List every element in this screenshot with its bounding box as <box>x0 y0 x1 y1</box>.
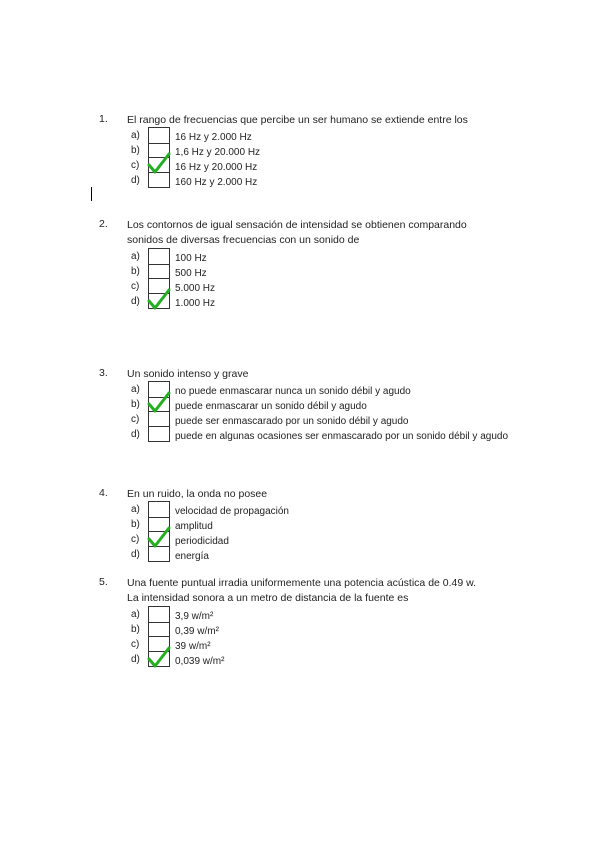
option-d[interactable] <box>0 428 600 443</box>
question-number: 3. <box>99 367 108 379</box>
option-letter: a) <box>131 130 140 141</box>
answer-checkbox[interactable] <box>148 172 170 188</box>
option-letter: a) <box>131 251 140 262</box>
option-letter: b) <box>131 266 140 277</box>
option-d[interactable] <box>0 548 600 563</box>
option-text: no puede enmascarar nunca un sonido débil y agudo <box>175 386 411 397</box>
answer-checkbox[interactable] <box>148 426 170 442</box>
question-number: 5. <box>99 576 108 588</box>
option-letter: b) <box>131 519 140 530</box>
option-letter: c) <box>131 414 140 425</box>
question-number: 2. <box>99 218 108 230</box>
option-text: puede enmascarar un sonido débil y agudo <box>175 401 367 412</box>
question-text-line: sonidos de diversas frecuencias con un sonido de <box>127 234 360 246</box>
option-text: puede ser enmascarado por un sonido débil y agudo <box>175 416 409 427</box>
option-text: 39 w/m² <box>175 641 211 652</box>
question-number: 1. <box>99 113 108 125</box>
option-b[interactable] <box>0 518 600 533</box>
option-letter: a) <box>131 384 140 395</box>
option-text: 1,6 Hz y 20.000 Hz <box>175 147 261 158</box>
option-text: amplitud <box>175 521 213 532</box>
option-text: 16 Hz y 2.000 Hz <box>175 132 252 143</box>
option-c[interactable] <box>0 159 600 174</box>
option-letter: b) <box>131 145 140 156</box>
option-text: 16 Hz y 20.000 Hz <box>175 162 258 173</box>
answer-checkbox[interactable] <box>148 621 170 637</box>
option-letter: a) <box>131 609 140 620</box>
option-b[interactable] <box>0 144 600 159</box>
question-text <box>127 113 505 128</box>
option-text: 160 Hz y 2.000 Hz <box>175 177 258 188</box>
option-letter: d) <box>131 429 140 440</box>
question-text <box>127 576 505 606</box>
question-text <box>127 487 505 502</box>
question-text <box>127 367 505 382</box>
option-d[interactable] <box>0 653 600 668</box>
option-a[interactable] <box>0 383 600 398</box>
option-c[interactable] <box>0 638 600 653</box>
question-text-line: Los contornos de igual sensación de intensidad se obtienen comparando <box>127 219 467 231</box>
option-text: 0,39 w/m² <box>175 626 219 637</box>
text-cursor <box>91 187 92 201</box>
option-d[interactable] <box>0 295 600 310</box>
answer-checkbox[interactable] <box>148 546 170 562</box>
option-text: 100 Hz <box>175 253 207 264</box>
question-text <box>127 218 505 248</box>
option-letter: c) <box>131 160 140 171</box>
option-b[interactable] <box>0 623 600 638</box>
question-text-line: Una fuente puntual irradia uniformemente una potencia acústica de 0.49 w. <box>127 577 477 589</box>
option-text: 500 Hz <box>175 268 207 279</box>
answer-checkbox[interactable] <box>148 263 170 279</box>
option-text: 5.000 Hz <box>175 283 216 294</box>
checkmark-icon <box>143 287 173 313</box>
option-text: periodicidad <box>175 536 229 547</box>
question-number: 4. <box>99 487 108 499</box>
question-text-line: El rango de frecuencias que percibe un ser humano se extiende entre los <box>127 114 468 126</box>
checkmark-icon <box>143 645 173 671</box>
option-letter: b) <box>131 399 140 410</box>
option-a[interactable] <box>0 129 600 144</box>
option-text: 0,039 w/m² <box>175 656 225 667</box>
option-d[interactable] <box>0 174 600 189</box>
option-letter: c) <box>131 281 140 292</box>
option-a[interactable] <box>0 608 600 623</box>
option-a[interactable] <box>0 250 600 265</box>
option-c[interactable] <box>0 533 600 548</box>
option-b[interactable] <box>0 398 600 413</box>
option-letter: c) <box>131 639 140 650</box>
option-letter: d) <box>131 549 140 560</box>
option-a[interactable] <box>0 503 600 518</box>
option-letter: a) <box>131 504 140 515</box>
option-text: 1.000 Hz <box>175 298 216 309</box>
option-c[interactable] <box>0 413 600 428</box>
option-letter: b) <box>131 624 140 635</box>
option-letter: d) <box>131 654 140 665</box>
option-text: energía <box>175 551 209 562</box>
option-letter: d) <box>131 296 140 307</box>
question-text-line: La intensidad sonora a un metro de distancia de la fuente es <box>127 592 409 604</box>
option-text: velocidad de propagación <box>175 506 289 517</box>
option-b[interactable] <box>0 265 600 280</box>
answer-checkbox[interactable] <box>148 411 170 427</box>
option-letter: c) <box>131 534 140 545</box>
option-text: 3,9 w/m² <box>175 611 214 622</box>
option-letter: d) <box>131 175 140 186</box>
option-text: puede en algunas ocasiones ser enmascarado por un sonido débil y agudo <box>175 431 509 442</box>
question-text-line: En un ruido, la onda no posee <box>127 488 268 500</box>
option-c[interactable] <box>0 280 600 295</box>
question-text-line: Un sonido intenso y grave <box>127 368 249 380</box>
